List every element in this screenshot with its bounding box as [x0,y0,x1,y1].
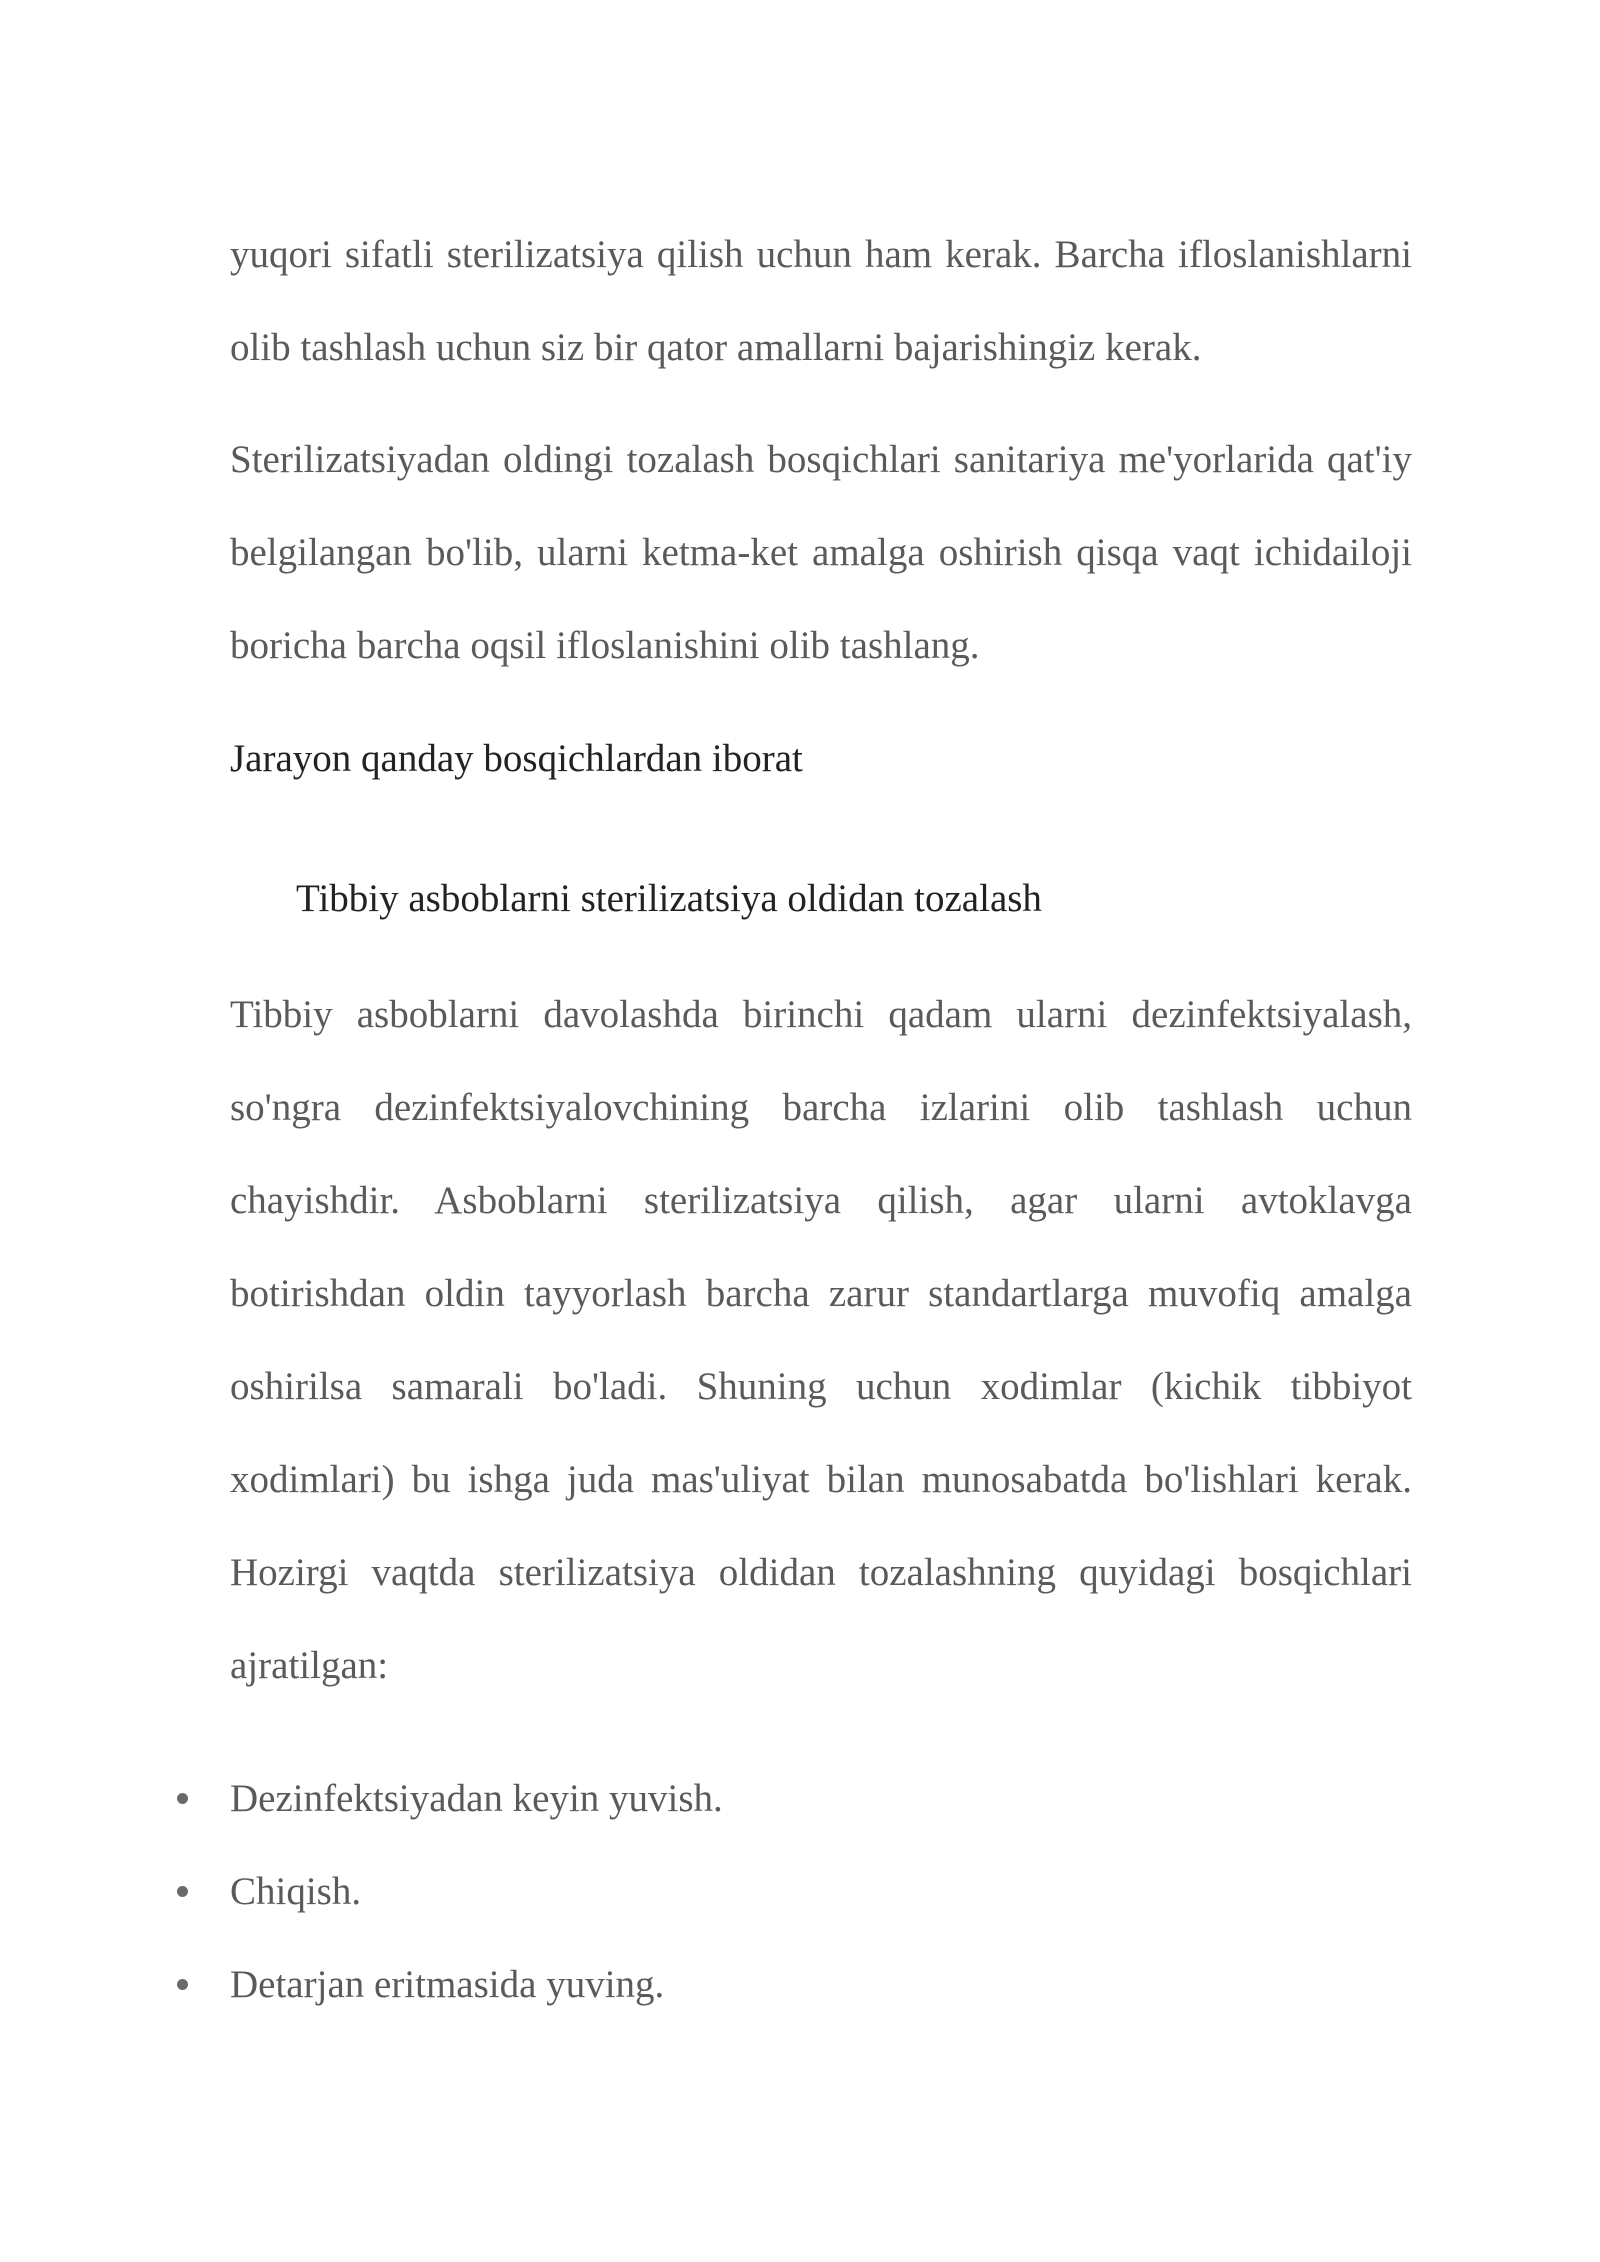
stages-bullet-list [0,1752,1600,2031]
list-item-text: Detarjan eritmasida yuving. [230,1963,665,2006]
list-item [0,1845,1600,1938]
subsection-heading: Tibbiy asboblarni sterilizatsiya oldidan tozalash [296,877,1042,920]
list-item-text: Chiqish. [230,1870,362,1913]
paragraph-instrument-cleaning: Tibbiy asboblarni davolashda birinchi qadam ularni dezinfektsiyalash, so'ngra dezinfektsiyalovchining barcha izlarini olib tashlash uchun chayishdir. Asboblarni sterilizatsiya qilish, agar ularni avtoklavga botirishdan oldin tayyorlash barcha zarur standartlarga muvofiq amalga oshirilsa samarali bo'ladi. Shuning uchun xodimlar (kichik tibbiyot xodimlari) bu ishga juda mas'uliyat bilan munosabatda bo'lishlari kerak. Hozirgi vaqtda sterilizatsiya oldidan tozalashning quyidagi bosqichlari ajratilgan: [230,993,1412,1687]
list-item [0,1752,1600,1845]
section-heading: Jarayon qanday bosqichlardan iborat [230,737,803,780]
bullet-icon [177,1979,188,1990]
bullet-icon [177,1793,188,1804]
paragraph-stages-norms: Sterilizatsiyadan oldingi tozalash bosqichlari sanitariya me'yorlarida qat'iy belgilangan bo'lib, ularni ketma-ket amalga oshirish qisqa vaqt ichidailoji boricha barcha oqsil ifloslanishini olib tashlang. [230,438,1412,667]
bullet-icon [177,1886,188,1897]
list-item [0,1938,1600,2031]
paragraph-intro: yuqori sifatli sterilizatsiya qilish uchun ham kerak. Barcha ifloslanishlarni olib tashlash uchun siz bir qator amallarni bajarishingiz kerak. [230,233,1412,369]
list-item-text: Dezinfektsiyadan keyin yuvish. [230,1777,723,1820]
